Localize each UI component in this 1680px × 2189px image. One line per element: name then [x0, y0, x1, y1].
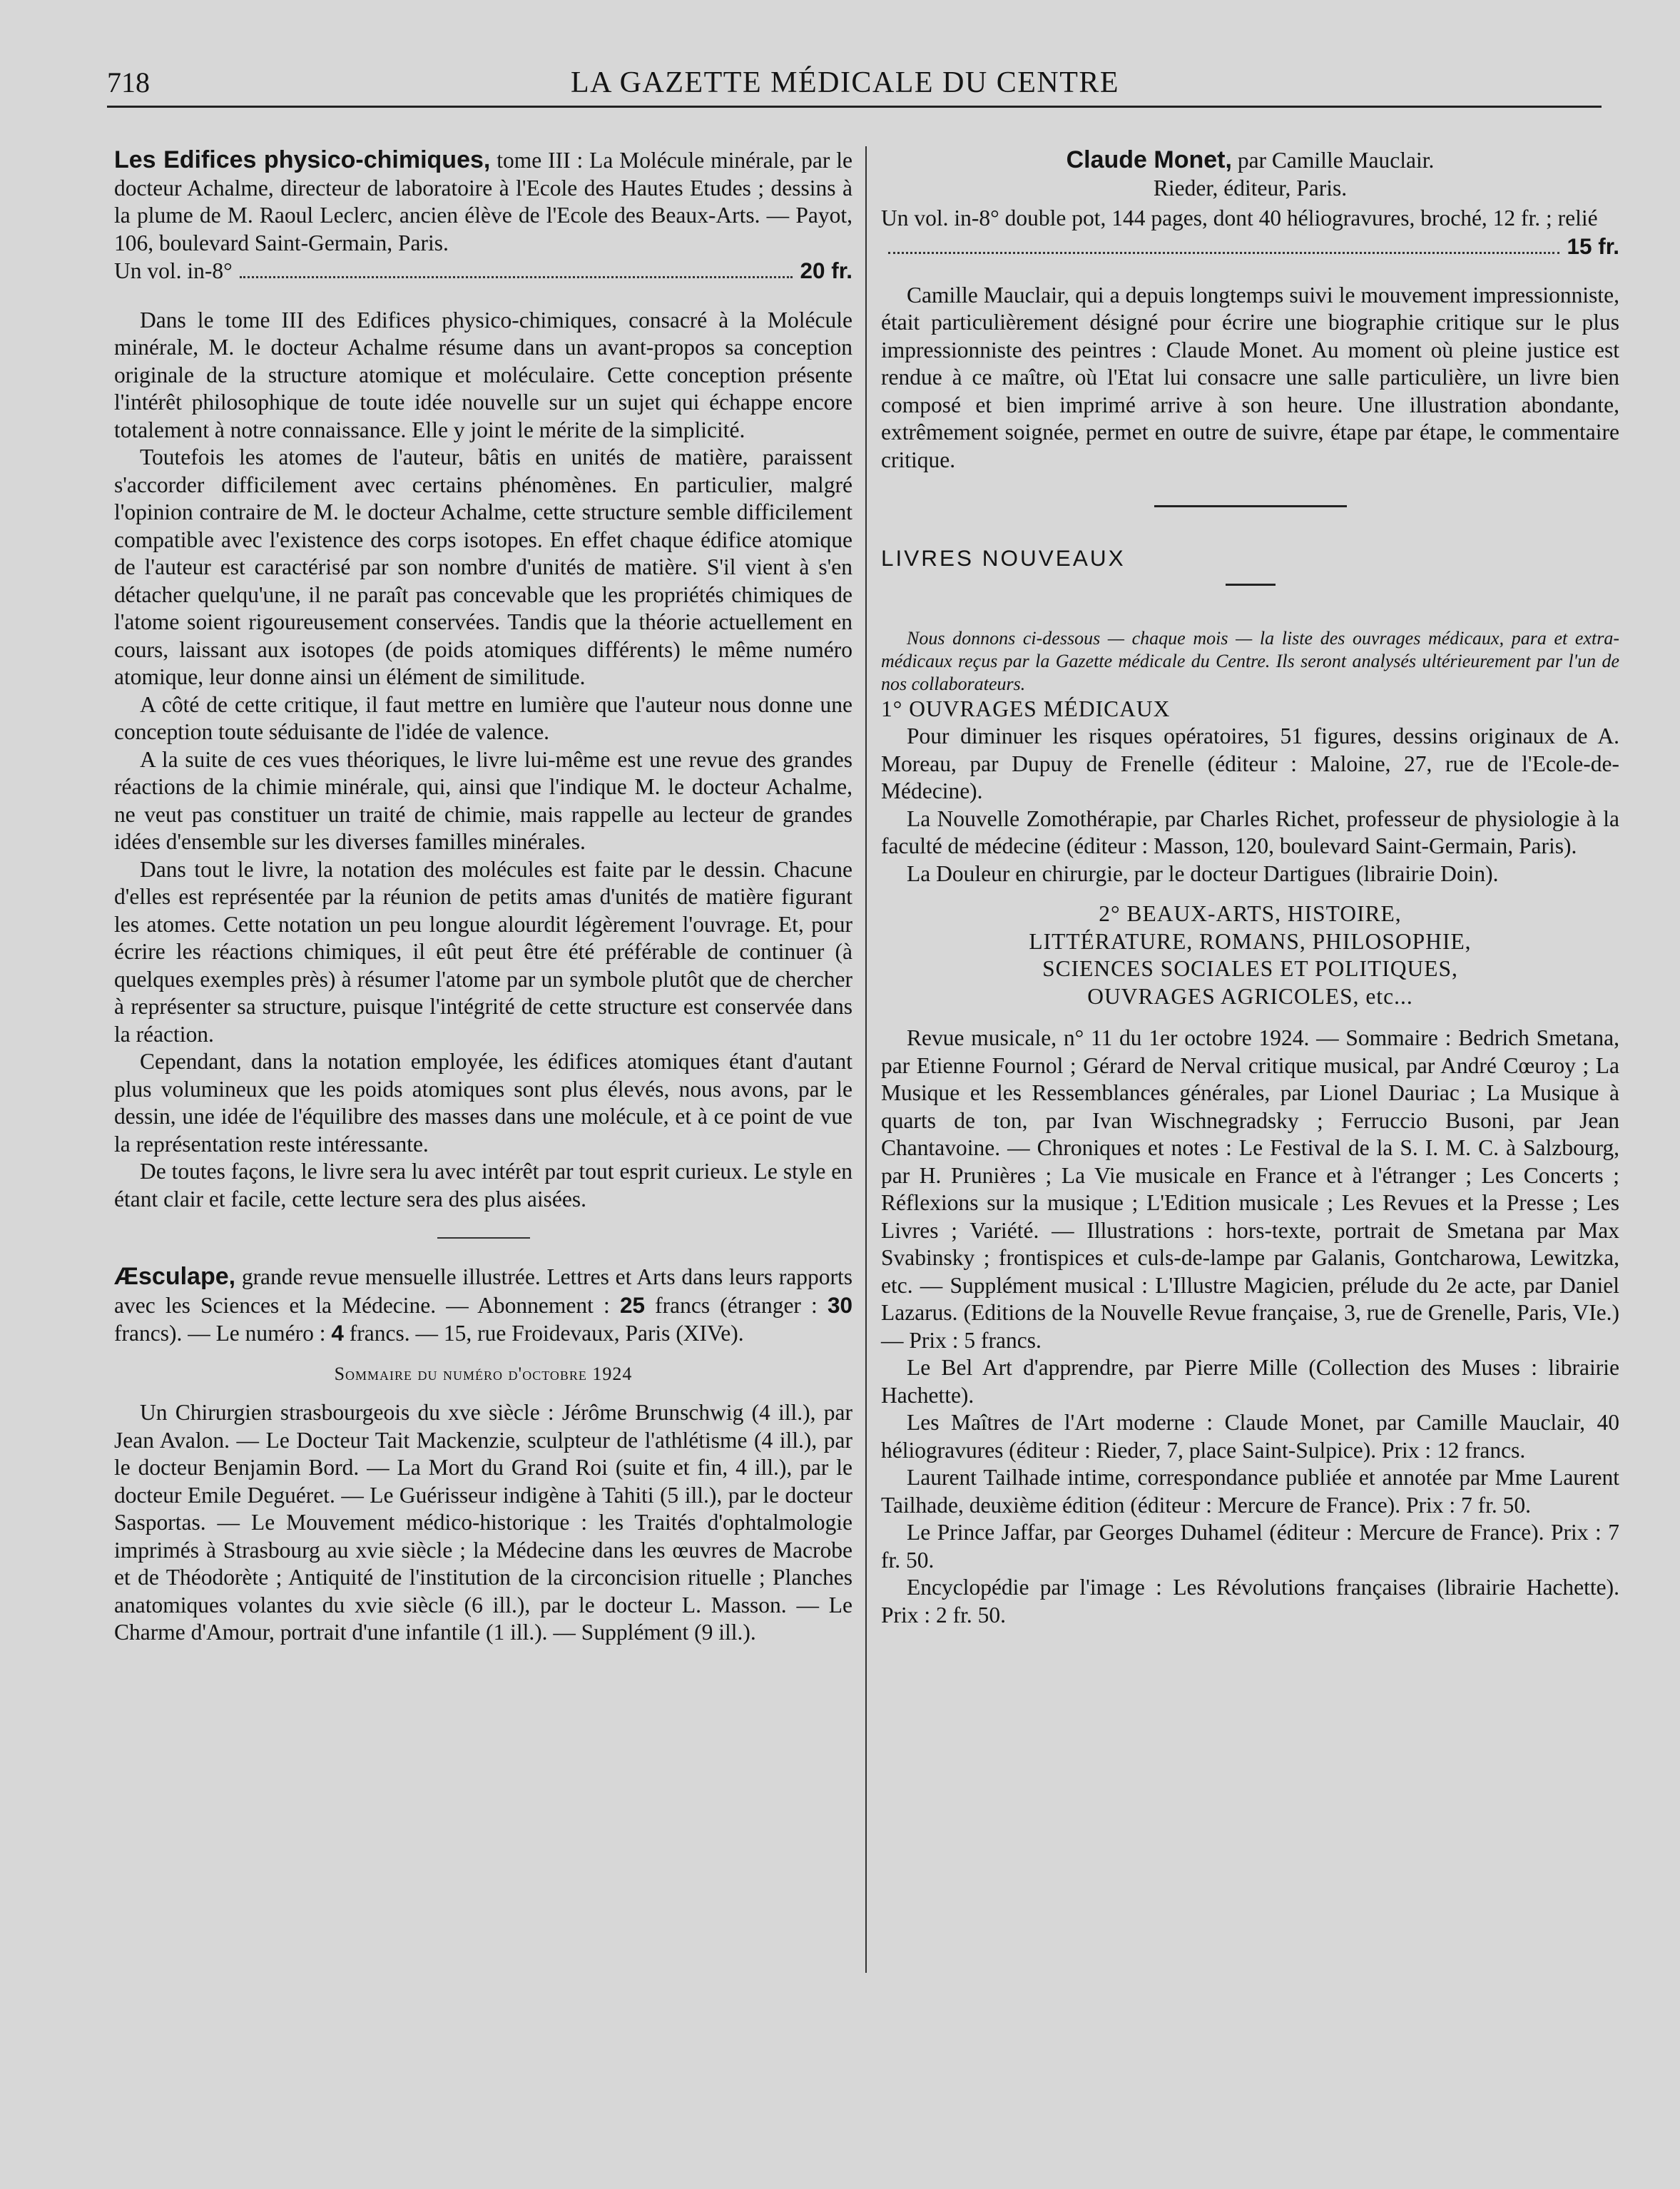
page-header — [107, 63, 1602, 108]
dot-leader — [888, 252, 1559, 254]
subheading-ouvrages-medicaux: 1° OUVRAGES MÉDICAUX — [881, 696, 1171, 721]
page-number: 718 — [107, 66, 150, 98]
review-edifices-price-line — [114, 257, 852, 285]
subheading-beaux-arts — [881, 900, 1619, 1010]
medical-entry-2: La Nouvelle Zomothérapie, par Charles Richet, professeur de physiologie à la faculté de médecine (éditeur : Masson, 120, boulevard Saint-Germain, Paris). — [881, 806, 1619, 858]
review-monet-title: Claude Monet, — [1066, 146, 1232, 173]
review-monet-volume: Un vol. in-8° double pot, 144 pages, dont 40 héliogravures, broché, 12 fr. ; relié — [881, 205, 1598, 230]
subheading-line-4: OUVRAGES AGRICOLES, etc... — [1087, 983, 1413, 1009]
section-intro: Nous donnons ci-dessous — chaque mois — la liste des ouvrages médicaux, para et extra-médicaux reçus par la Gazette médicale du Centre. Ils seront analysés ultérieurement par l'un de nos collaborateurs. — [881, 627, 1619, 694]
review-monet-author: par Camille Mauclair. — [1237, 148, 1435, 173]
review-monet-price: 15 fr. — [1567, 233, 1619, 259]
arts-entry-6: Encyclopédie par l'image : Les Révolutions françaises (librairie Hachette). Prix : 2 fr. 50. — [881, 1575, 1619, 1627]
separator-rule — [437, 1237, 530, 1239]
review-monet-heading — [881, 146, 1619, 175]
review-esculape-sommaire: Un Chirurgien strasbourgeois du xve siècle : Jérôme Brunschwig (4 ill.), par Jean Avalon. — Le Docteur Tait Mackenzie, sculpteur de l'athlétisme (4 ill.), par le docteur Benjamin Bord. — La Mort du Grand Roi (suite et fin, 4 ill.), par le docteur Emile Deguéret. — Le Guérisseur indigène à Tahiti (5 ill.), par le docteur Sasportas. — Le Mouvement médico-historique : les Traités d'ophtalmologie imprimés à Strasbourg au xvie siècle ; la Médecine dans les œuvres de Macrobe et de Théodorète ; Antiquité de l'institution de la circoncision rituelle ; Planches anatomiques volantes du xvie siècle (6 ill.), par le docteur L. Masson. — Le Charme d'Amour, portrait d'une infantile (1 ill.). — Supplément (9 ill.). — [114, 1400, 852, 1645]
running-title: LA GAZETTE MÉDICALE DU CENTRE — [571, 66, 1120, 99]
heading-underline-rule — [1226, 584, 1276, 586]
medical-entry-3: La Douleur en chirurgie, par le docteur Dartigues (librairie Doin). — [907, 860, 1499, 886]
dot-leader — [240, 276, 793, 278]
right-column — [881, 146, 1619, 1629]
section-separator-rule — [1154, 505, 1347, 507]
review-esculape-text-c: francs). — Le numéro : — [114, 1321, 326, 1346]
review-edifices-title: Les Edifices physico-chimiques, — [114, 146, 491, 173]
review-esculape-price-b: 30 — [827, 1291, 853, 1318]
arts-entry-5: Le Prince Jaffar, par Georges Duhamel (éditeur : Mercure de France). Prix : 7 fr. 50. — [881, 1520, 1619, 1573]
medical-entry-1: Pour diminuer les risques opératoires, 51 figures, dessins originaux de A. Moreau, par Dupuy de Frenelle (éditeur : Maloine, 27, rue de l'Ecole-de-Médecine). — [881, 723, 1619, 803]
review-edifices-paragraph-3: A côté de cette critique, il faut mettre en lumière que l'auteur nous donne une conception toute séduisante de l'idée de valence. — [114, 691, 852, 744]
subheading-line-3: SCIENCES SOCIALES ET POLITIQUES, — [1042, 956, 1458, 981]
arts-entry-2: Le Bel Art d'apprendre, par Pierre Mille (Collection des Muses : librairie Hachette). — [881, 1355, 1619, 1408]
review-esculape-text-b: francs (étranger : — [655, 1292, 818, 1318]
arts-entry-1: Revue musicale, n° 11 du 1er octobre 1924. — Sommaire : Bedrich Smetana, par Etienne Fournol ; Gérard de Nerval critique musical, par André Cœuroy ; La Musique et les Ressemblances générales, par Lionel Dauriac ; La Musique à quarts de ton, par Ivan Wischnegradsky ; Ferruccio Busoni, par Jean Chantavoine. — Chroniques et notes : Le Festival de la S. I. M. C. à Salzbourg, par H. Prunières ; La Vie musicale en France et à l'étranger ; Les Concerts ; Réflexions sur la musique ; L'Edition musicale ; Les Revues et la Presse ; Les Livres ; Variété. — Illustrations : hors-texte, portrait de Smetana par Max Svabinsky ; frontispices et culs-de-lampe par Galanis, Gontcharowa, Lewitzka, etc. — Supplément musical : L'Illustre Magicien, prélude du 2e acte, par Daniel Lazarus. (Editions de la Nouvelle Revue française, 3, rue de Grenelle, Paris, VIe.) — Prix : 5 francs. — [881, 1025, 1619, 1353]
left-column — [114, 146, 852, 1647]
review-edifices-paragraph-2: Toutefois les atomes de l'auteur, bâtis en unités de matière, paraissent s'accorder difficilement avec certains phénomènes. En particulier, malgré l'opinion contraire de M. le docteur Achalme, cette structure semble difficilement compatible avec l'existence des corps isotopes. En effet chaque édifice atomique de l'auteur est caractérisé par son nombre d'unités de matière. S'il vient à s'en détacher quelqu'une, il ne paraît pas concevable que les propriétés chimiques de l'atome soient rigoureusement conservées. Tandis que la théorie actuellement en cours, laissant aux isotopes (de poids atomiques différents) le même numéro atomique, leur donne ainsi un élément de similitude. — [114, 445, 852, 689]
review-esculape-price-a: 25 — [619, 1291, 645, 1318]
review-monet-price-line — [881, 205, 1619, 260]
section-heading-livres-nouveaux: LIVRES NOUVEAUX — [881, 545, 1126, 571]
review-esculape-header — [114, 1263, 852, 1348]
column-divider — [865, 146, 867, 1973]
review-edifices-paragraph-6: Cependant, dans la notation employée, les édifices atomiques étant d'autant plus volumineux que les poids atomiques sont plus élevés, nous avons, par le dessin, une idée de l'équilibre des masses dans une molécule, et à ce point de vue la représentation reste intéressante. — [114, 1049, 852, 1157]
review-monet-publisher: Rieder, éditeur, Paris. — [1153, 175, 1348, 200]
subheading-line-2: LITTÉRATURE, ROMANS, PHILOSOPHIE, — [1029, 928, 1472, 954]
review-esculape-price-c: 4 — [331, 1320, 344, 1346]
review-esculape-text-a: grande revue mensuelle illustrée. Lettres et Arts dans leurs rapports avec les Sciences et la Médecine. — Abonnement : — [114, 1264, 852, 1318]
review-edifices-paragraph-1: Dans le tome III des Edifices physico-chimiques, consacré à la Molécule minérale, M. le docteur Achalme résume dans un avant-propos sa conception originale de la structure atomique et moléculaire. Cette conception présente l'intérêt philosophique de toute idée nouvelle sur un sujet qui échappe encore totalement à notre connaissance. Elle y joint le mérite de la simplicité. — [114, 307, 852, 442]
review-edifices-bib: tome III : La Molécule minérale, par le docteur Achalme, directeur de laboratoire à l'Ecole des Hautes Etudes ; dessins à la plume de M. Raoul Leclerc, ancien élève de l'Ecole des Beaux-Arts. — Payot, 106, boulevard Saint-Germain, Paris. — [114, 148, 852, 255]
review-edifices-volume: Un vol. in-8° — [114, 258, 233, 283]
review-esculape-text-d: francs. — 15, rue Froidevaux, Paris (XIVe). — [349, 1321, 744, 1346]
review-edifices-bibliography — [114, 146, 852, 257]
subheading-line-1: 2° BEAUX-ARTS, HISTOIRE, — [1099, 901, 1402, 926]
arts-entry-3: Les Maîtres de l'Art moderne : Claude Monet, par Camille Mauclair, 40 héliogravures (éditeur : Rieder, 7, place Saint-Sulpice). Prix : 12 francs. — [881, 1410, 1619, 1463]
review-edifices-paragraph-7: De toutes façons, le livre sera lu avec intérêt par tout esprit curieux. Le style en étant clair et facile, cette lecture sera des plus aisées. — [114, 1159, 852, 1212]
review-edifices-price: 20 fr. — [800, 258, 852, 283]
review-edifices-paragraph-4: A la suite de ces vues théoriques, le livre lui-même est une revue des grandes réactions de la chimie minérale, qui, ainsi que l'indique M. le docteur Achalme, ne veut pas constituer un traité de chimie, mais rappelle au lecteur de grandes idées d'ensemble sur les diverses familles minérales. — [114, 746, 852, 854]
review-edifices-paragraph-5: Dans tout le livre, la notation des molécules est faite par le dessin. Chacune d'elles est représentée par la réunion de petits amas d'unités de matière figurant les atomes. Cette notation un peu longue alourdit légèrement l'ouvrage. Et, pour écrire les réactions chimiques, il eût peut être été préférable de continuer (à quelques exemples près) à résumer l'atome par un symbole plutôt que de chercher à représenter sa structure, puisque l'intégrité de cette structure est conservée dans la réaction. — [114, 856, 852, 1047]
sommaire-heading: Sommaire du numéro d'octobre 1924 — [334, 1363, 633, 1384]
review-esculape-title: Æsculape, — [114, 1263, 236, 1290]
arts-entry-4: Laurent Tailhade intime, correspondance publiée et annotée par Mme Laurent Tailhade, deuxième édition (éditeur : Mercure de France). Prix : 7 fr. 50. — [881, 1465, 1619, 1518]
review-monet-paragraph: Camille Mauclair, qui a depuis longtemps suivi le mouvement impressionniste, était particulièrement désigné pour écrire une biographie critique sur le plus impressionniste des peintres : Claude Monet. Au moment où pleine justice est rendue à ce maître, où l'Etat lui consacre une salle particulière, un livre bien composé et bien imprimé arrive à son heure. Une illustration abondante, extrêmement soignée, permet en outre de suivre, étape par étape, le commentaire critique. — [881, 282, 1619, 472]
